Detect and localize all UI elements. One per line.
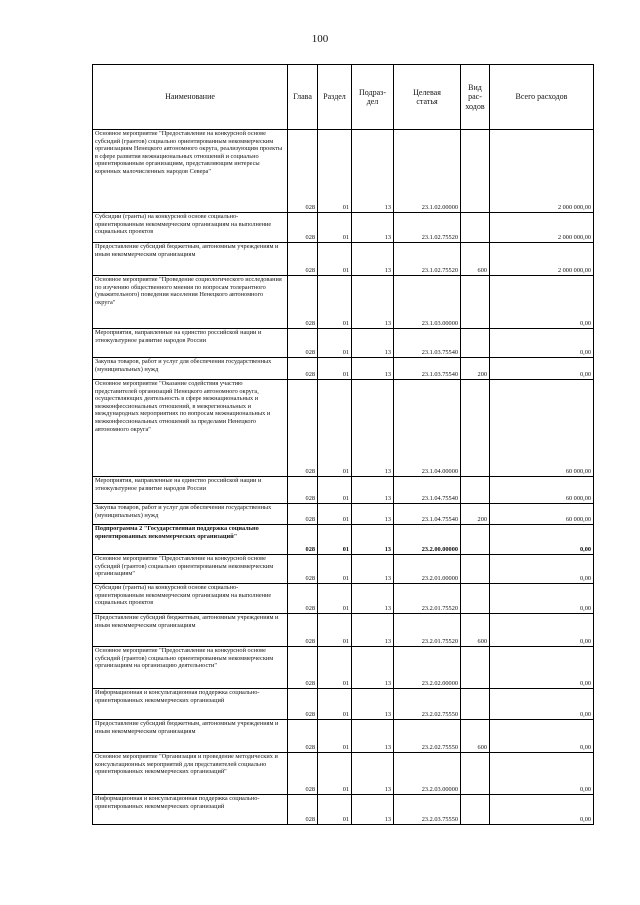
row-vid	[461, 753, 490, 795]
row-podrazdel: 13	[352, 477, 394, 504]
row-podrazdel: 13	[352, 720, 394, 753]
row-glava: 028	[288, 380, 318, 477]
row-vid	[461, 689, 490, 720]
row-target: 23.1.04.00000	[394, 380, 461, 477]
row-razdel: 01	[318, 795, 352, 825]
row-vid	[461, 276, 490, 329]
row-razdel: 01	[318, 130, 352, 213]
row-razdel: 01	[318, 504, 352, 525]
row-name: Основное мероприятие "Предоставление на конкурсной основе субсидий (грантов) социально ориентированным некоммерческим организациям Ненецкого автономного округа, реализующим проекты в сфере развития межнациональных отношений и социально ориентированным организациям, представляющим интересы коренных малочисленных народов Севера"	[93, 130, 288, 213]
row-name: Субсидии (гранты) на конкурсной основе социально-ориентированным некоммерческим организациям на выполнение социальных проектов	[93, 213, 288, 243]
row-glava: 028	[288, 555, 318, 584]
row-total: 60 000,00	[490, 380, 594, 477]
row-target: 23.1.02.00000	[394, 130, 461, 213]
row-glava: 028	[288, 795, 318, 825]
row-target: 23.2.00.00000	[394, 525, 461, 555]
row-podrazdel: 13	[352, 753, 394, 795]
table-row	[93, 584, 594, 614]
table-row	[93, 689, 594, 720]
row-glava: 028	[288, 130, 318, 213]
row-total: 60 000,00	[490, 477, 594, 504]
row-name: Закупка товаров, работ и услуг для обеспечения государственных (муниципальных) нужд	[93, 358, 288, 380]
row-podrazdel: 13	[352, 795, 394, 825]
row-total: 0,00	[490, 614, 594, 647]
row-target: 23.2.02.00000	[394, 647, 461, 689]
table-row	[93, 504, 594, 525]
row-target: 23.1.02.75520	[394, 213, 461, 243]
row-podrazdel: 13	[352, 614, 394, 647]
row-total: 2 000 000,00	[490, 213, 594, 243]
row-target: 23.2.02.75550	[394, 720, 461, 753]
row-vid	[461, 795, 490, 825]
row-razdel: 01	[318, 584, 352, 614]
table-row	[93, 213, 594, 243]
row-razdel: 01	[318, 614, 352, 647]
row-razdel: 01	[318, 380, 352, 477]
row-vid	[461, 329, 490, 358]
row-target: 23.2.01.00000	[394, 555, 461, 584]
row-total: 0,00	[490, 358, 594, 380]
row-vid	[461, 555, 490, 584]
table-row	[93, 753, 594, 795]
row-razdel: 01	[318, 243, 352, 276]
budget-table	[92, 64, 594, 825]
row-target: 23.1.03.00000	[394, 276, 461, 329]
row-total: 0,00	[490, 525, 594, 555]
row-target: 23.1.02.75520	[394, 243, 461, 276]
row-name: Закупка товаров, работ и услуг для обеспечения государственных (муниципальных) нужд	[93, 504, 288, 525]
row-glava: 028	[288, 213, 318, 243]
row-razdel: 01	[318, 358, 352, 380]
row-razdel: 01	[318, 477, 352, 504]
header-razdel: Раздел	[318, 65, 352, 130]
row-name: Основное мероприятие "Организация и проведение методических и консультационных мероприятий для представителей социально ориентированных некоммерческих организаций"	[93, 753, 288, 795]
row-podrazdel: 13	[352, 276, 394, 329]
row-razdel: 01	[318, 329, 352, 358]
table-row	[93, 380, 594, 477]
row-total: 60 000,00	[490, 504, 594, 525]
row-razdel: 01	[318, 213, 352, 243]
row-total: 0,00	[490, 584, 594, 614]
row-total: 0,00	[490, 276, 594, 329]
row-glava: 028	[288, 329, 318, 358]
row-podrazdel: 13	[352, 555, 394, 584]
table-body	[93, 130, 594, 825]
row-total: 0,00	[490, 329, 594, 358]
table-row	[93, 358, 594, 380]
header-glava: Глава	[288, 65, 318, 130]
table-row	[93, 720, 594, 753]
row-podrazdel: 13	[352, 243, 394, 276]
row-glava: 028	[288, 358, 318, 380]
row-glava: 028	[288, 689, 318, 720]
row-glava: 028	[288, 477, 318, 504]
row-name: Предоставление субсидий бюджетным, автономным учреждениям и иным некоммерческим организациям	[93, 614, 288, 647]
row-name: Основное мероприятие "Проведение социологического исследования по изучению общественного мнения по вопросам толерантного (уважительного) поведения населения Ненецкого автономного округа"	[93, 276, 288, 329]
table-row	[93, 795, 594, 825]
row-razdel: 01	[318, 647, 352, 689]
row-target: 23.1.03.75540	[394, 358, 461, 380]
row-vid	[461, 213, 490, 243]
row-razdel: 01	[318, 276, 352, 329]
row-name: Мероприятия, направленные на единство российской нации и этнокультурное развитие народов России	[93, 477, 288, 504]
row-glava: 028	[288, 753, 318, 795]
row-target: 23.2.01.75520	[394, 584, 461, 614]
row-target: 23.1.03.75540	[394, 329, 461, 358]
row-vid: 600	[461, 614, 490, 647]
row-razdel: 01	[318, 689, 352, 720]
row-target: 23.2.02.75550	[394, 689, 461, 720]
row-podrazdel: 13	[352, 584, 394, 614]
row-name: Основное мероприятие "Предоставление на конкурсной основе субсидий (грантов) социально ориентированным некоммерческим организациям"	[93, 555, 288, 584]
row-podrazdel: 13	[352, 213, 394, 243]
row-total: 0,00	[490, 647, 594, 689]
header-podrazdel: Подраз- дел	[352, 65, 394, 130]
table-row	[93, 525, 594, 555]
row-vid	[461, 130, 490, 213]
row-razdel: 01	[318, 720, 352, 753]
row-razdel: 01	[318, 753, 352, 795]
row-name: Информационная и консультационная поддержка социально-ориентированных некоммерческих организаций	[93, 795, 288, 825]
row-podrazdel: 13	[352, 130, 394, 213]
row-vid	[461, 477, 490, 504]
row-total: 2 000 000,00	[490, 130, 594, 213]
row-total: 2 000 000,00	[490, 243, 594, 276]
row-vid	[461, 647, 490, 689]
row-total: 0,00	[490, 795, 594, 825]
row-name: Предоставление субсидий бюджетным, автономным учреждениям и иным некоммерческим организациям	[93, 243, 288, 276]
row-target: 23.1.04.75540	[394, 477, 461, 504]
row-target: 23.1.04.75540	[394, 504, 461, 525]
row-glava: 028	[288, 243, 318, 276]
row-name: Предоставление субсидий бюджетным, автономным учреждениям и иным некоммерческим организациям	[93, 720, 288, 753]
row-podrazdel: 13	[352, 329, 394, 358]
row-total: 0,00	[490, 689, 594, 720]
row-vid: 600	[461, 243, 490, 276]
row-glava: 028	[288, 525, 318, 555]
row-target: 23.2.03.75550	[394, 795, 461, 825]
table-row	[93, 130, 594, 213]
table-row	[93, 477, 594, 504]
row-name: Информационная и консультационная поддержка социально-ориентированных некоммерческих организаций	[93, 689, 288, 720]
row-vid: 600	[461, 720, 490, 753]
table-header-row	[93, 65, 594, 130]
table-row	[93, 647, 594, 689]
row-glava: 028	[288, 584, 318, 614]
row-vid	[461, 525, 490, 555]
row-name: Основное мероприятие "Оказание содействия участию представителей организаций Ненецкого автономного округа, осуществляющих деятельность в сфере межнациональных и межконфессиональных отношений, в межрегиональных и международных мероприятиях по вопросам межнациональных и межконфессиональных отношений за пределами Ненецкого автономного округа"	[93, 380, 288, 477]
row-total: 0,00	[490, 720, 594, 753]
row-name: Основное мероприятие "Предоставление на конкурсной основе субсидий (грантов) социально ориентированным некоммерческим организациям на организацию деятельности"	[93, 647, 288, 689]
table-row	[93, 276, 594, 329]
page-number: 100	[311, 33, 329, 45]
row-razdel: 01	[318, 555, 352, 584]
row-name: Подпрограмма 2 "Государственная поддержка социально ориентированных некоммерческих организаций"	[93, 525, 288, 555]
row-glava: 028	[288, 276, 318, 329]
row-podrazdel: 13	[352, 504, 394, 525]
header-target: Целевая статья	[394, 65, 461, 130]
row-vid	[461, 584, 490, 614]
row-target: 23.2.01.75520	[394, 614, 461, 647]
row-target: 23.2.03.00000	[394, 753, 461, 795]
row-glava: 028	[288, 614, 318, 647]
header-name: Наименование	[93, 65, 288, 130]
row-vid: 200	[461, 504, 490, 525]
table-row	[93, 555, 594, 584]
table-row	[93, 614, 594, 647]
row-glava: 028	[288, 504, 318, 525]
row-total: 0,00	[490, 753, 594, 795]
row-podrazdel: 13	[352, 647, 394, 689]
row-vid: 200	[461, 358, 490, 380]
header-vid: Вид рас- ходов	[461, 65, 490, 130]
row-podrazdel: 13	[352, 689, 394, 720]
row-total: 0,00	[490, 555, 594, 584]
row-vid	[461, 380, 490, 477]
row-name: Субсидии (гранты) на конкурсной основе социально-ориентированным некоммерческим организациям на выполнение социальных проектов	[93, 584, 288, 614]
row-podrazdel: 13	[352, 380, 394, 477]
row-razdel: 01	[318, 525, 352, 555]
row-name: Мероприятия, направленные на единство российской нации и этнокультурное развитие народов России	[93, 329, 288, 358]
row-podrazdel: 13	[352, 358, 394, 380]
row-glava: 028	[288, 647, 318, 689]
table-row	[93, 329, 594, 358]
header-total: Всего расходов	[490, 65, 594, 130]
table-row	[93, 243, 594, 276]
row-glava: 028	[288, 720, 318, 753]
row-podrazdel: 13	[352, 525, 394, 555]
